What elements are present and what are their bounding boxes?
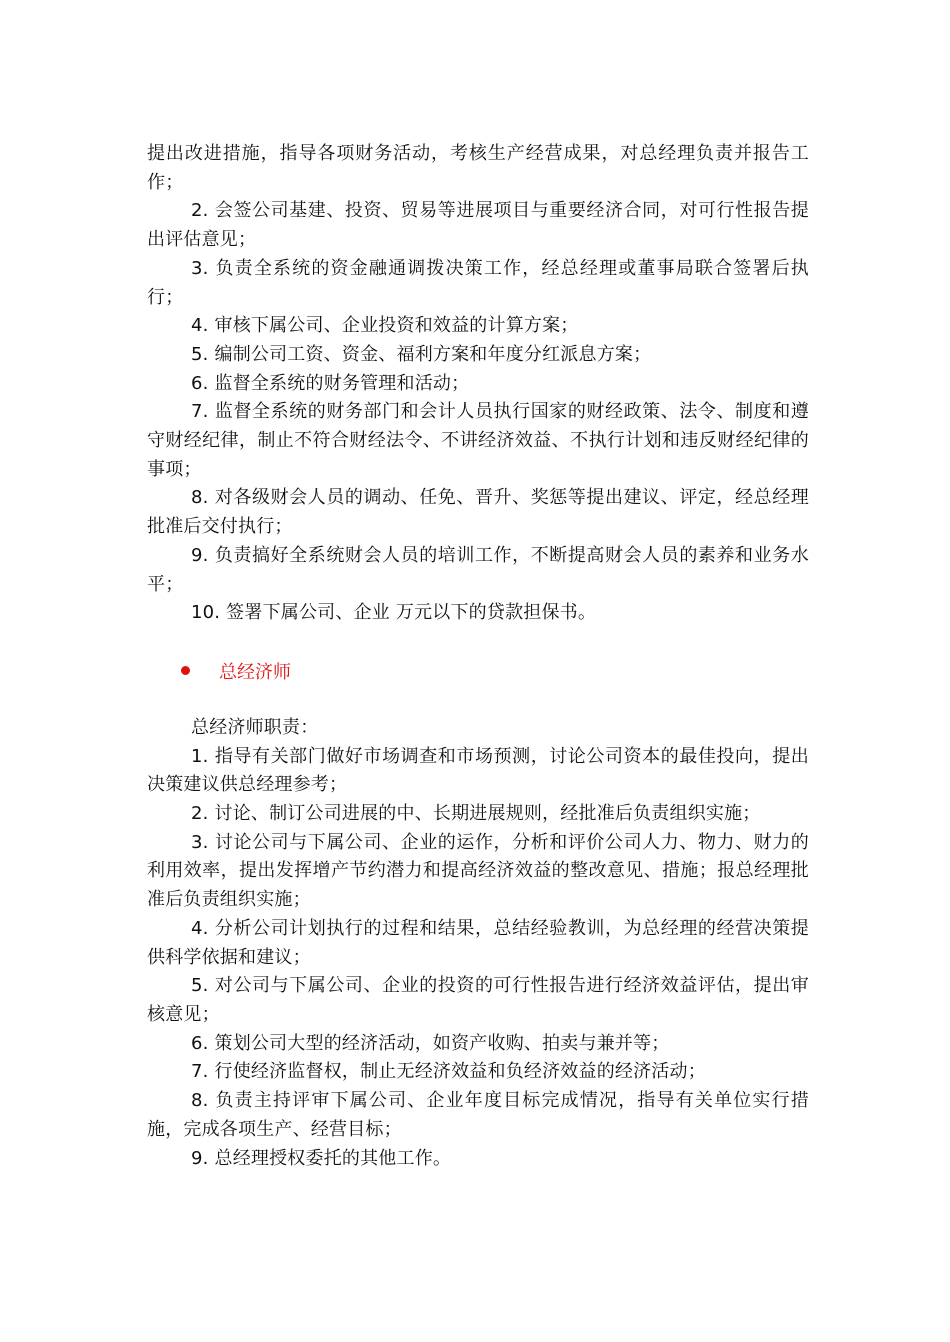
- section-heading-text: 总经济师: [219, 661, 291, 683]
- section-intro: 总经济师职责：: [191, 716, 319, 738]
- duty-item-8: 8. 对各级财会人员的调动、任免、晋升、奖惩等提出建议、评定，经总经理批准后交付执行；: [147, 487, 809, 538]
- duty-item-4: 4. 审核下属公司、企业投资和效益的计算方案；: [191, 315, 579, 337]
- section-chief-economist-duties: [147, 714, 809, 1173]
- duty-item-5: 5. 对公司与下属公司、企业的投资的可行性报告进行经济效益评估，提出审核意见；: [147, 975, 809, 1025]
- duty-item-3: 3. 讨论公司与下属公司、企业的运作，分析和评价公司人力、物力、财力的利用效率，提出发挥增产节约潜力和提高经济效益的整改意见、措施；报总经理批准后负责组织实施；: [147, 831, 809, 911]
- bullet-dot-icon: [181, 666, 190, 675]
- section-cfo-duties: [147, 140, 809, 628]
- duty-item-6: 6. 策划公司大型的经济活动，如资产收购、拍卖与兼并等；: [191, 1032, 670, 1054]
- document-page: [147, 140, 809, 1173]
- duty-item-10: 10. 签署下属公司、企业 万元以下的贷款担保书。: [191, 602, 597, 624]
- duty-item-5: 5. 编制公司工资、资金、福利方案和年度分红派息方案；: [191, 343, 652, 365]
- duty-item-8: 8. 负责主持评审下属公司、企业年度目标完成情况，指导有关单位实行措施，完成各项生产、经营目标；: [147, 1090, 809, 1140]
- duty-item-6: 6. 监督全系统的财务管理和活动；: [191, 372, 470, 394]
- duty-item-7: 7. 行使经济监督权，制止无经济效益和负经济效益的经济活动；: [191, 1061, 706, 1083]
- duty-item-9: 9. 负责搞好全系统财会人员的培训工作，不断提高财会人员的素养和业务水平；: [147, 544, 809, 595]
- duty-item-2: 2. 会签公司基建、投资、贸易等进展项目与重要经济合同，对可行性报告提出评估意见；: [147, 200, 809, 251]
- duty-item-continued: 提出改进措施，指导各项财务活动，考核生产经营成果，对总经理负责并报告工作；: [147, 143, 809, 193]
- section-heading: [147, 656, 809, 686]
- duty-item-9: 9. 总经理授权委托的其他工作。: [191, 1147, 452, 1169]
- duty-item-4: 4. 分析公司计划执行的过程和结果，总结经验教训，为总经理的经营决策提供科学依据和建议；: [147, 917, 809, 968]
- duty-item-7: 7. 监督全系统的财务部门和会计人员执行国家的财经政策、法令、制度和遵守财经纪律，制止不符合财经法令、不讲经济效益、不执行计划和违反财经纪律的事项；: [147, 401, 809, 480]
- duty-item-1: 1. 指导有关部门做好市场调查和市场预测，讨论公司资本的最佳投向，提出决策建议供总经理参考；: [147, 745, 809, 796]
- duty-item-3: 3. 负责全系统的资金融通调拨决策工作，经总经理或董事局联合签署后执行；: [147, 257, 809, 308]
- duty-item-2: 2. 讨论、制订公司进展的中、长期进展规则，经批准后负责组织实施；: [191, 803, 761, 825]
